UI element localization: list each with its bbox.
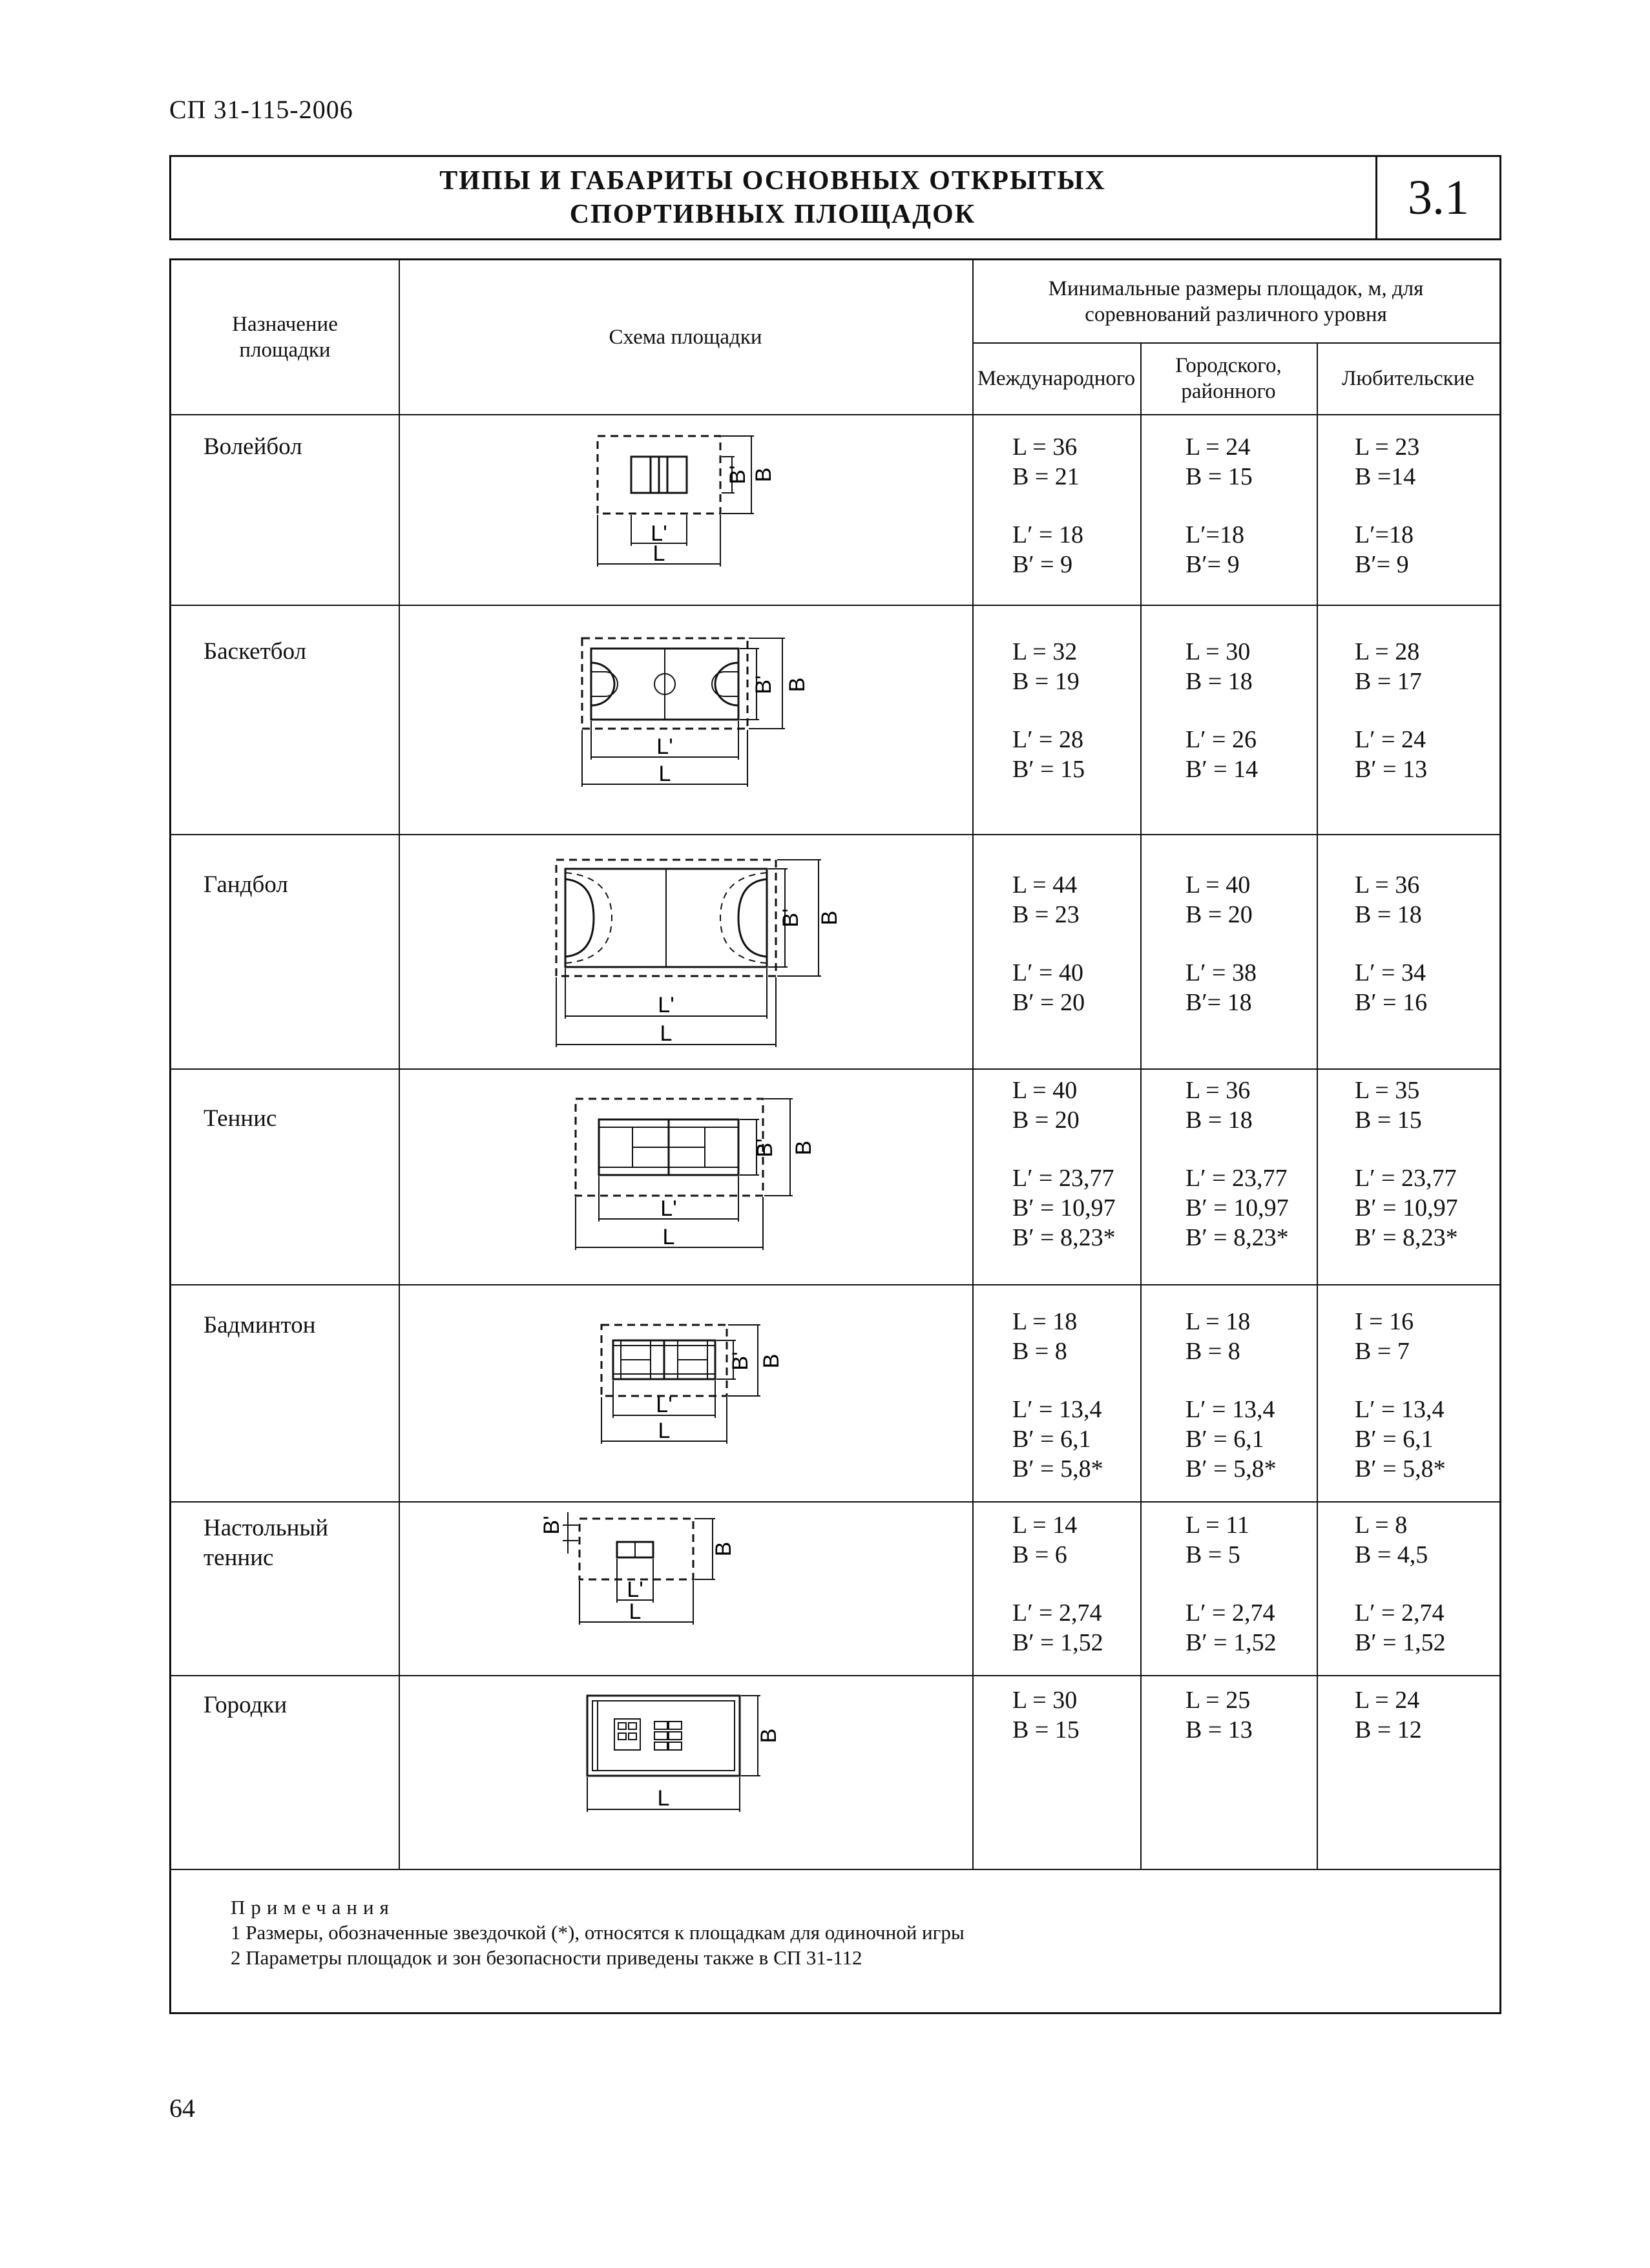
value-line: L′ = 13,4 xyxy=(1012,1396,1102,1423)
value-line: B′ = 10,97 xyxy=(1185,1194,1289,1222)
value-line: B = 8 xyxy=(1185,1338,1240,1365)
volleyball-court-diagram xyxy=(585,430,843,585)
value-line: L′ = 2,74 xyxy=(1185,1599,1275,1627)
sport-name: Теннис xyxy=(204,1105,277,1132)
size-values-amateur xyxy=(1355,1510,1446,1658)
size-values-international xyxy=(1012,1685,1080,1745)
value-line: L′ = 2,74 xyxy=(1355,1599,1445,1627)
label-b: B xyxy=(791,1140,816,1156)
row-line-6 xyxy=(171,1675,1499,1676)
row-line-4 xyxy=(171,1284,1499,1285)
size-values-amateur xyxy=(1355,1685,1422,1745)
value-line: B′ = 20 xyxy=(1012,989,1085,1016)
value-line: B =14 xyxy=(1355,463,1416,490)
value-line: B = 23 xyxy=(1012,901,1080,928)
row-line-1 xyxy=(171,605,1499,606)
value-line: B′ = 8,23* xyxy=(1355,1224,1458,1251)
title-box xyxy=(169,155,1501,240)
value-line: B′ = 1,52 xyxy=(1185,1629,1277,1656)
header-level-international: Международного xyxy=(977,366,1136,390)
value-line: B = 21 xyxy=(1012,463,1080,490)
table-bottom-line xyxy=(171,1869,1499,1870)
header-purpose: Назначение площадки xyxy=(232,313,338,362)
value-line: L = 25 xyxy=(1185,1687,1251,1714)
value-line: L′ = 13,4 xyxy=(1185,1396,1275,1423)
value-line: B = 18 xyxy=(1185,1107,1253,1134)
row-line-2 xyxy=(171,834,1499,835)
label-l-prime: L' xyxy=(660,1196,677,1221)
sport-name: Настольный теннис xyxy=(204,1515,329,1571)
header-level-city: Городского, районного xyxy=(1175,353,1282,403)
value-line: B = 8 xyxy=(1012,1338,1067,1365)
col-line-2 xyxy=(972,260,974,1869)
label-l: L xyxy=(660,1021,673,1046)
label-b: B xyxy=(751,467,776,483)
size-values-amateur xyxy=(1355,1307,1446,1484)
col-line-3 xyxy=(1140,342,1142,1869)
sport-name: Баскетбол xyxy=(204,638,307,665)
value-line: B′ = 6,1 xyxy=(1185,1426,1264,1453)
col-line-4 xyxy=(1317,342,1318,1869)
value-line: L′=18 xyxy=(1355,521,1414,548)
label-l-prime: L' xyxy=(656,1393,673,1417)
value-line: B = 4,5 xyxy=(1355,1541,1428,1568)
value-line: L = 36 xyxy=(1355,871,1420,899)
size-values-amateur xyxy=(1355,637,1427,784)
sport-name: Волейбол xyxy=(204,433,302,460)
value-line: L′ = 26 xyxy=(1185,726,1257,753)
value-line: B′ = 9 xyxy=(1012,551,1073,578)
table-number: 3.1 xyxy=(1408,170,1469,225)
value-line: L = 24 xyxy=(1355,1687,1420,1714)
page-number: 64 xyxy=(169,2094,195,2123)
value-line: B′ = 16 xyxy=(1355,989,1428,1016)
value-line: L = 32 xyxy=(1012,638,1078,665)
value-line: L = 40 xyxy=(1185,871,1251,899)
value-line: L = 30 xyxy=(1012,1687,1078,1714)
tennis-court-diagram xyxy=(565,1092,850,1267)
value-line: L = 30 xyxy=(1185,638,1251,665)
title-line-2: СПОРТИВНЫХ ПЛОЩАДОК xyxy=(569,200,976,229)
value-line: B = 12 xyxy=(1355,1716,1422,1743)
label-b-prime: B' xyxy=(539,1515,564,1535)
label-b: B xyxy=(759,1353,784,1369)
value-line: L′ = 24 xyxy=(1355,726,1426,753)
size-values-international xyxy=(1012,1307,1103,1484)
sport-name: Гандбол xyxy=(204,871,288,898)
value-line: B = 13 xyxy=(1185,1716,1253,1743)
value-line: I = 16 xyxy=(1355,1308,1414,1335)
value-line: B′ = 5,8* xyxy=(1355,1455,1446,1483)
header-level-amateur: Любительские xyxy=(1341,366,1475,390)
label-l: L xyxy=(658,1419,671,1443)
value-line: L = 8 xyxy=(1355,1512,1408,1539)
value-line: B′= 9 xyxy=(1355,551,1409,578)
label-l: L xyxy=(629,1599,642,1624)
value-line: B′= 18 xyxy=(1185,989,1252,1016)
title-line-1: ТИПЫ И ГАБАРИТЫ ОСНОВНЫХ ОТКРЫТЫХ xyxy=(439,166,1106,196)
table-notes xyxy=(231,1895,965,1970)
size-values-city xyxy=(1185,1076,1289,1253)
value-line: L = 28 xyxy=(1355,638,1420,665)
value-line: L = 23 xyxy=(1355,433,1420,461)
gorodki-court-diagram xyxy=(572,1689,817,1838)
size-values-city xyxy=(1185,1510,1277,1658)
value-line: B′ = 8,23* xyxy=(1012,1224,1116,1251)
col-line-1 xyxy=(399,260,400,1869)
value-line: L = 44 xyxy=(1012,871,1078,899)
label-b-prime: B' xyxy=(751,675,776,694)
value-line: L′ = 23,77 xyxy=(1355,1165,1457,1192)
label-l-prime: L' xyxy=(658,993,674,1017)
header-line xyxy=(171,414,1499,415)
value-line: B = 20 xyxy=(1012,1107,1080,1134)
label-l-prime: L' xyxy=(651,521,667,546)
value-line: B = 7 xyxy=(1355,1338,1410,1365)
value-line: B′ = 6,1 xyxy=(1012,1426,1091,1453)
size-values-city xyxy=(1185,1307,1277,1484)
value-line: B = 15 xyxy=(1355,1107,1422,1134)
value-line: B′ = 1,52 xyxy=(1012,1629,1103,1656)
note-item: 1 Размеры, обозначенные звездочкой (*), относятся к площадкам для одиночной игры xyxy=(231,1921,965,1944)
header-sizes: Минимальные размеры площадок, м, для соревнований различного уровня xyxy=(1048,276,1424,326)
value-line: L′ = 38 xyxy=(1185,959,1257,986)
sport-name: Бадминтон xyxy=(204,1312,316,1338)
row-line-3 xyxy=(171,1068,1499,1070)
value-line: L′ = 23,77 xyxy=(1012,1165,1114,1192)
size-values-international xyxy=(1012,1076,1116,1253)
sizes-table xyxy=(169,258,1501,2014)
size-values-international xyxy=(1012,637,1085,784)
label-l-prime: L' xyxy=(627,1577,643,1602)
label-l: L xyxy=(658,762,671,786)
value-line: B = 19 xyxy=(1012,668,1080,695)
label-b-prime: B' xyxy=(728,1351,753,1371)
label-b: B xyxy=(785,677,809,692)
label-l: L xyxy=(653,541,665,566)
value-line: L′ = 34 xyxy=(1355,959,1426,986)
value-line: B = 18 xyxy=(1355,901,1422,928)
value-line: L′ = 23,77 xyxy=(1185,1165,1288,1192)
size-values-amateur xyxy=(1355,870,1427,1017)
value-line: L = 14 xyxy=(1012,1512,1078,1539)
size-values-international xyxy=(1012,1510,1103,1658)
value-line: L = 35 xyxy=(1355,1077,1420,1104)
size-values-international xyxy=(1012,432,1083,579)
value-line: L′ = 40 xyxy=(1012,959,1083,986)
notes-title: Примечания xyxy=(231,1896,395,1919)
value-line: L = 18 xyxy=(1185,1308,1251,1335)
header-schema: Схема площадки xyxy=(609,326,762,349)
label-b: B xyxy=(817,910,842,926)
value-line: B′ = 5,8* xyxy=(1185,1455,1277,1483)
value-line: L′ = 18 xyxy=(1012,521,1083,548)
label-l: L xyxy=(662,1225,675,1249)
label-b-prime: B' xyxy=(753,1138,777,1158)
size-values-city xyxy=(1185,432,1253,579)
basketball-court-diagram xyxy=(572,632,856,806)
note-item: 2 Параметры площадок и зон безопасности приведены также в СП 31-112 xyxy=(231,1946,862,1969)
title-text xyxy=(171,157,1374,238)
value-line: B = 17 xyxy=(1355,668,1422,695)
value-line: L = 36 xyxy=(1185,1077,1251,1104)
value-line: L = 18 xyxy=(1012,1308,1078,1335)
size-values-international xyxy=(1012,870,1085,1017)
label-b: B xyxy=(757,1728,781,1743)
value-line: B′ = 14 xyxy=(1185,756,1258,783)
value-line: B′ = 5,8* xyxy=(1012,1455,1103,1483)
sport-name: Городки xyxy=(204,1692,287,1718)
size-values-city xyxy=(1185,870,1257,1017)
label-b-prime: B' xyxy=(778,908,803,928)
value-line: B = 18 xyxy=(1185,668,1253,695)
size-values-city xyxy=(1185,637,1258,784)
handball-court-diagram xyxy=(552,853,875,1060)
value-line: B = 15 xyxy=(1012,1716,1080,1743)
value-line: L′=18 xyxy=(1185,521,1244,548)
value-line: B′= 9 xyxy=(1185,551,1240,578)
value-line: B′ = 13 xyxy=(1355,756,1428,783)
value-line: L′ = 2,74 xyxy=(1012,1599,1102,1627)
badminton-court-diagram xyxy=(591,1312,837,1461)
doc-code: СП 31-115-2006 xyxy=(169,95,353,124)
value-line: B = 15 xyxy=(1185,463,1253,490)
label-l-prime: L' xyxy=(656,734,673,759)
label-b: B xyxy=(711,1541,736,1557)
value-line: B′ = 8,23* xyxy=(1185,1224,1289,1251)
value-line: L = 40 xyxy=(1012,1077,1078,1104)
value-line: B′ = 15 xyxy=(1012,756,1085,783)
label-b-prime: B' xyxy=(726,465,750,484)
value-line: L′ = 13,4 xyxy=(1355,1396,1445,1423)
value-line: B′ = 10,97 xyxy=(1012,1194,1116,1222)
size-values-city xyxy=(1185,1685,1253,1745)
size-values-amateur xyxy=(1355,1076,1458,1253)
value-line: B′ = 6,1 xyxy=(1355,1426,1434,1453)
value-line: B = 6 xyxy=(1012,1541,1067,1568)
value-line: B′ = 1,52 xyxy=(1355,1629,1446,1656)
value-line: L′ = 28 xyxy=(1012,726,1083,753)
value-line: B = 20 xyxy=(1185,901,1253,928)
value-line: L = 24 xyxy=(1185,433,1251,461)
value-line: B′ = 10,97 xyxy=(1355,1194,1458,1222)
row-line-5 xyxy=(171,1501,1499,1503)
table-tennis-diagram xyxy=(539,1506,798,1661)
size-values-amateur xyxy=(1355,432,1419,579)
value-line: L = 36 xyxy=(1012,433,1078,461)
value-line: L = 11 xyxy=(1185,1512,1249,1539)
label-l: L xyxy=(657,1786,670,1811)
value-line: B = 5 xyxy=(1185,1541,1240,1568)
